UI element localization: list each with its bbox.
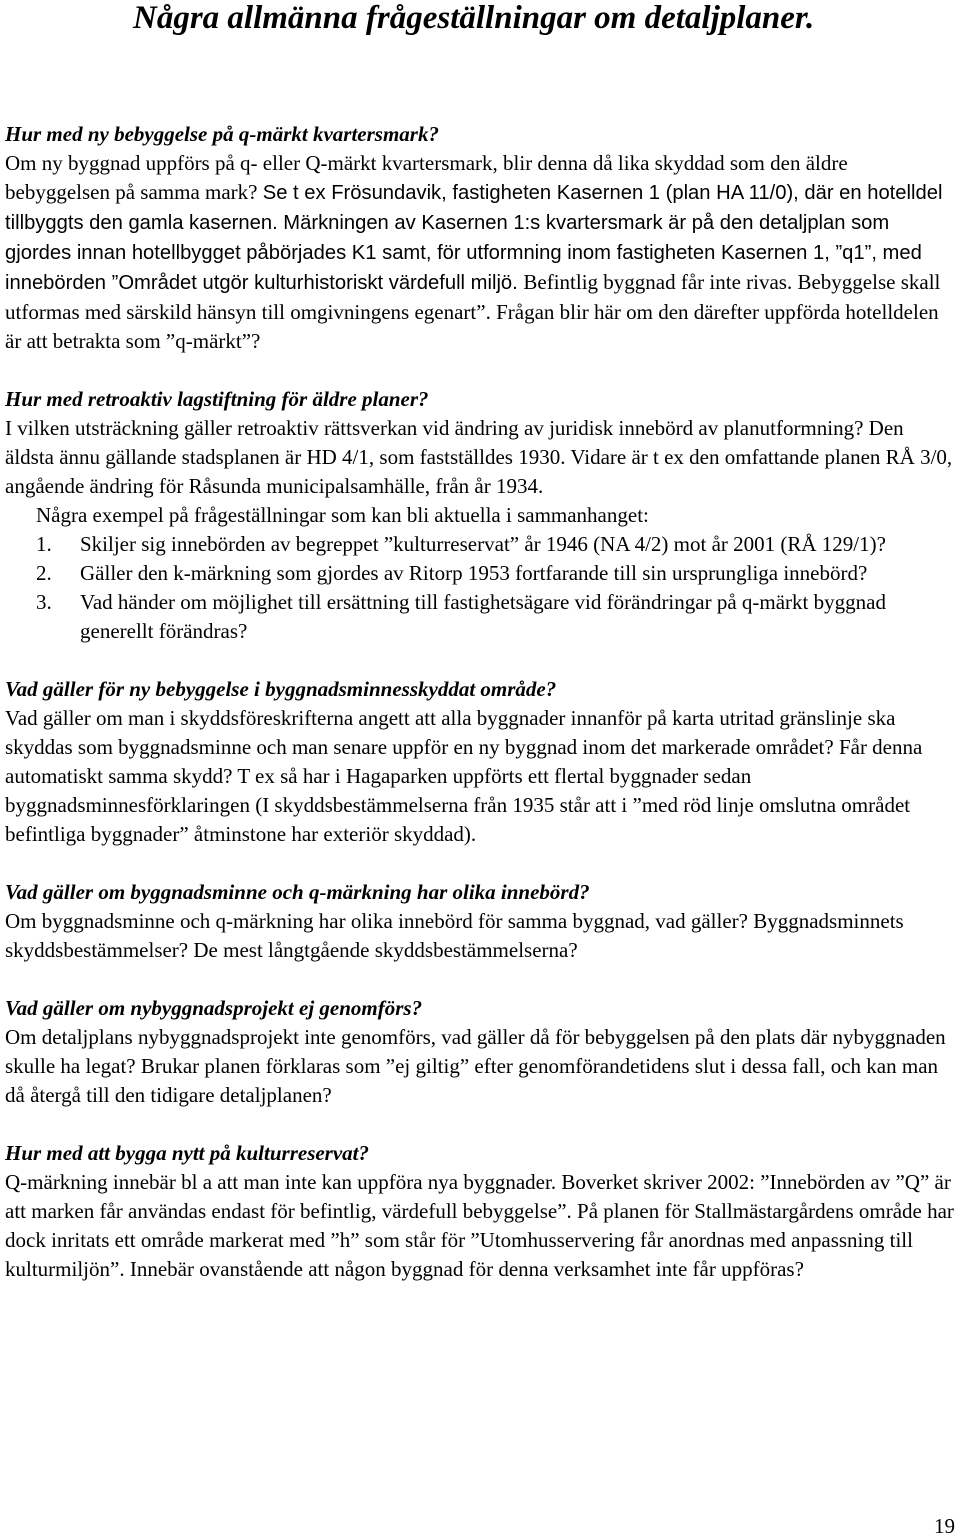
list-item [5,530,957,559]
section-heading-monument-area: Vad gäller för ny bebyggelse i byggnadsminnesskyddat område? [5,677,557,701]
list-number: 3. [36,590,52,614]
body-text-sans: Se t ex Frösundavik, fastigheten Kasernen 1 (plan HA 11/0), där en hotelldel tillbyggts den gamla kasernen. Märkningen av Kasernen 1:s kvartersmark är på den detaljplan som gjordes innan hotellbygget påbörjades K1 samt, för utformning inom fastigheten Kasernen 1, ”q1”, med innebörden ”Området utgör kulturhistoriskt värdefull miljö. [5,182,943,294]
list-text: Gäller den k-märkning som gjordes av Ritorp 1953 fortfarande till sin ursprungliga innebörd? [80,561,868,585]
paragraph-gap [5,356,957,385]
section-heading-culture-reserve: Hur med att bygga nytt på kulturreservat? [5,1141,370,1165]
section-body-culture-reserve: Q-märkning innebär bl a att man inte kan uppföra nya byggnader. Boverket skriver 2002: ”Innebörden av ”Q” är att marken får användas endast för befintlig, värdefull bebyggelse”. På planen för Stallmästargårdens område har dock inritats ett område markerat med ”h” som står för ”Utomhusservering får anordnas med anpassning till kulturmiljön”. Innebär ovanstående att någon byggnad för denna verksamhet inte får uppföras? [5,1170,954,1281]
page-number: 19 [934,1514,955,1538]
body-text: Befintlig byggnad får inte rivas. Bebyggelse skall utformas med särskild hänsyn till omgivningens egenart”. Frågan blir här om den därefter uppförda hotelldelen är att betrakta som ”q-märkt”? [5,270,941,353]
paragraph-gap [5,1110,957,1139]
list-item [5,559,957,588]
section-body-q-marked [5,149,957,356]
page-title: Några allmänna frågeställningar om detaljplaner. [133,0,815,36]
document-body [5,120,957,1284]
section-heading-different-meaning: Vad gäller om byggnadsminne och q-märkning har olika innebörd? [5,880,590,904]
list-number: 1. [36,532,52,556]
section-body-project-not-built: Om detaljplans nybyggnadsprojekt inte genomförs, vad gäller då för bebyggelsen på den plats där nybyggnaden skulle ha legat? Brukar planen förklaras som ”ej giltig” efter genomförandetidens slut i dessa fall, och kan man då återgå till den tidigare detaljplanen? [5,1025,946,1107]
paragraph-gap [5,965,957,994]
section-heading-retroactive: Hur med retroaktiv lagstiftning för äldre planer? [5,387,429,411]
list-item [5,588,957,646]
section-body-monument-area: Vad gäller om man i skyddsföreskrifterna angett att alla byggnader innanför på karta utritad gränslinje ska skyddas som byggnadsminne och man senare uppför en ny byggnad inom det markerade området? Får denna automatiskt samma skydd? T ex så har i Hagaparken uppförts ett flertal byggnader sedan byggnadsminnesförklaringen (I skyddsbestämmelserna från 1935 står att i ”med röd linje omslutna området befintliga byggnader” åtminstone har exteriör skyddad). [5,706,923,846]
list-text: Skiljer sig innebörden av begreppet ”kulturreservat” år 1946 (NA 4/2) mot år 2001 (RÅ 129/1)? [80,532,886,556]
section-heading-q-marked: Hur med ny bebyggelse på q-märkt kvartersmark? [5,122,439,146]
paragraph-gap [5,646,957,675]
question-list [5,530,957,646]
section-body-retroactive: I vilken utsträckning gäller retroaktiv rättsverkan vid ändring av juridisk innebörd av planutformning? Den äldsta ännu gällande stadsplanen är HD 4/1, som fastställdes 1930. Vidare är t ex den omfattande planen RÅ 3/0, angående ändring för Råsunda municipalsamhälle, från år 1934. [5,416,953,498]
list-text: Vad händer om möjlighet till ersättning till fastighetsägare vid förändringar på q-märkt byggnad generellt förändras? [80,590,886,643]
body-text: Om ny byggnad uppförs på q- eller Q-märkt kvartersmark, blir denna då lika skyddad som den äldre bebyggelsen på samma mark? [5,151,848,204]
list-number: 2. [36,561,52,585]
section-heading-project-not-built: Vad gäller om nybyggnadsprojekt ej genomförs? [5,996,423,1020]
section-body-different-meaning: Om byggnadsminne och q-märkning har olika innebörd för samma byggnad, vad gäller? Byggnadsminnets skyddsbestämmelser? De mest långtgående skyddsbestämmelserna? [5,909,904,962]
paragraph-gap [5,849,957,878]
list-intro: Några exempel på frågeställningar som kan bli aktuella i sammanhanget: [36,503,649,527]
